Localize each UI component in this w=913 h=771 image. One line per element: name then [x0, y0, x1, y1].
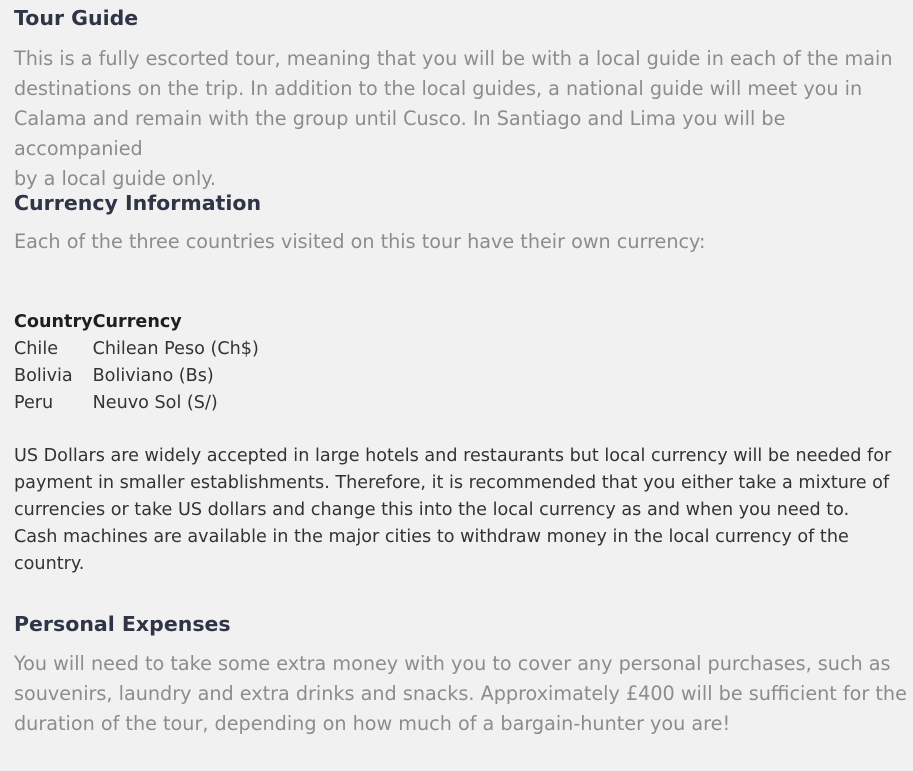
personal-expenses-paragraph: [14, 649, 909, 739]
country-cell: Chile: [14, 339, 59, 359]
currency-note-line: country.: [14, 554, 85, 574]
currency-cell: Chilean Peso (Ch$): [92, 339, 259, 359]
personal-expenses-line: souvenirs, laundry and extra drinks and snacks. Approximately £400 will be sufficient for the: [14, 682, 907, 705]
table-row: [14, 363, 259, 390]
personal-expenses-line: duration of the tour, depending on how much of a bargain-hunter you are!: [14, 712, 731, 735]
currency-note-line: currencies or take US dollars and change this into the local currency as and when you need to.: [14, 500, 850, 520]
country-column-header: Country: [14, 312, 93, 332]
currency-note-line: payment in smaller establishments. Therefore, it is recommended that you either take a mixture of: [14, 473, 890, 493]
tour-guide-paragraph: [14, 44, 909, 194]
currency-note-line: Cash machines are available in the major cities to withdraw money in the local currency of the: [14, 527, 849, 547]
tour-guide-line: This is a fully escorted tour, meaning that you will be with a local guide in each of the main: [14, 47, 893, 70]
currency-heading: Currency Information: [14, 191, 262, 215]
country-cell: Peru: [14, 393, 54, 413]
currency-table: [14, 309, 259, 417]
tour-guide-line: Calama and remain with the group until Cusco. In Santiago and Lima you will be accompanied: [14, 107, 786, 160]
currency-cell: Boliviano (Bs): [92, 366, 214, 386]
table-row: [14, 390, 259, 417]
personal-expenses-line: You will need to take some extra money with you to cover any personal purchases, such as: [14, 652, 891, 675]
currency-note-paragraph: [14, 443, 909, 578]
currency-intro: Each of the three countries visited on this tour have their own currency:: [14, 230, 706, 253]
personal-expenses-heading: Personal Expenses: [14, 612, 231, 636]
tour-guide-line: destinations on the trip. In addition to the local guides, a national guide will meet you in: [14, 77, 863, 100]
country-cell: Bolivia: [14, 366, 73, 386]
table-row: [14, 336, 259, 363]
currency-note-line: US Dollars are widely accepted in large hotels and restaurants but local currency will be needed for: [14, 446, 892, 466]
tour-guide-line: by a local guide only.: [14, 167, 217, 190]
currency-column-header: Currency: [92, 312, 182, 332]
currency-cell: Neuvo Sol (S/): [92, 393, 218, 413]
tour-guide-heading: Tour Guide: [14, 6, 139, 30]
currency-table-header-row: [14, 309, 259, 336]
